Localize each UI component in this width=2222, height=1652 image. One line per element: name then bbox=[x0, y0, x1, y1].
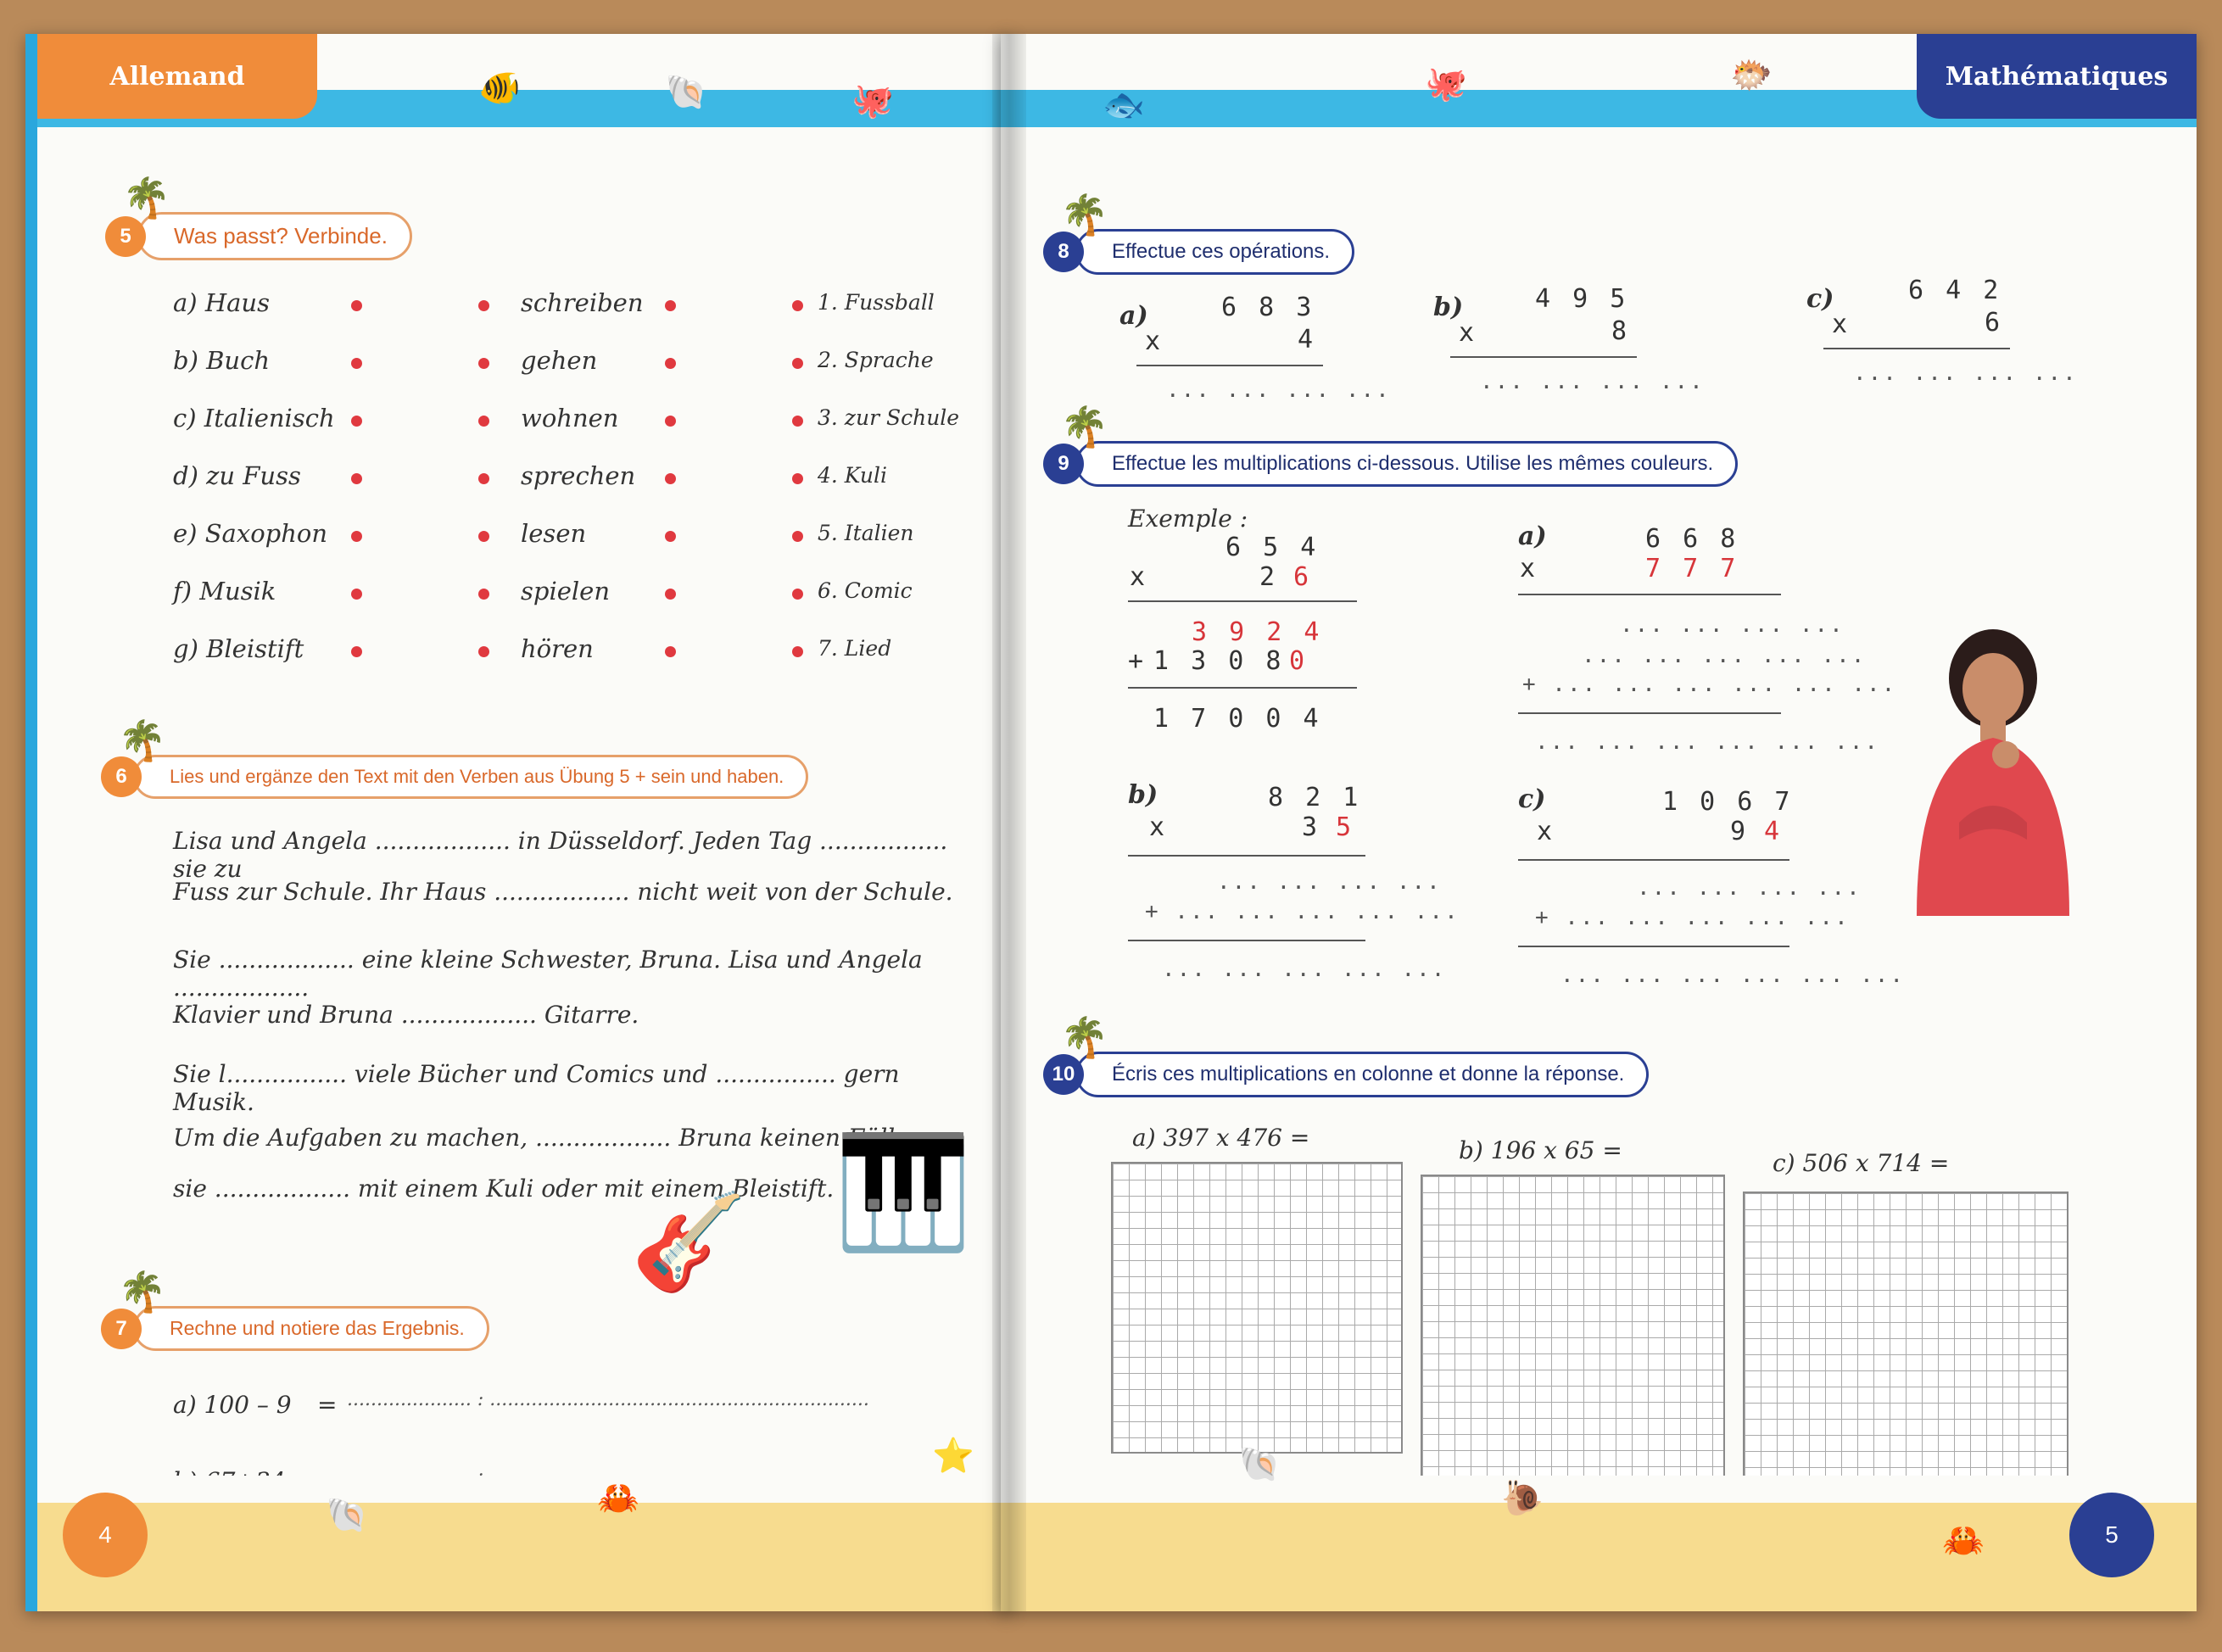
exercise-9-header bbox=[1043, 405, 1738, 487]
match-dot[interactable] bbox=[351, 473, 362, 484]
op-label: b) bbox=[1433, 293, 1464, 322]
page-number: 4 bbox=[63, 1493, 148, 1577]
exercise-title: Effectue ces opérations. bbox=[1075, 229, 1354, 275]
match-right-item: 4. Kuli bbox=[818, 463, 888, 488]
fill-in-line[interactable]: Klavier und Bruna .................. Gitarre. bbox=[173, 1001, 639, 1029]
sum-rule bbox=[1128, 687, 1357, 689]
match-right-item: 3. zur Schule bbox=[818, 405, 960, 430]
blank-line[interactable]: + ... ... ... ... ... bbox=[1145, 899, 1460, 924]
exercise-7-header bbox=[101, 1270, 489, 1351]
fill-in-line[interactable]: sie .................. mit einem Kuli oder mit einem Bleistift. bbox=[173, 1175, 835, 1203]
piano-icon: 🎹 bbox=[835, 1130, 972, 1254]
sum-rule bbox=[1128, 855, 1365, 857]
match-dot[interactable] bbox=[478, 646, 489, 657]
op-bottom-digit: 9 bbox=[1730, 817, 1750, 846]
match-dot[interactable] bbox=[665, 358, 676, 369]
equals-sign: = bbox=[317, 1391, 338, 1419]
match-dot[interactable] bbox=[478, 300, 489, 311]
op-bottom: 8 bbox=[1611, 316, 1631, 346]
subject-tab-allemand: Allemand bbox=[37, 34, 317, 119]
match-dot[interactable] bbox=[351, 416, 362, 427]
op-bottom-red-digit: 5 bbox=[1336, 812, 1355, 842]
palm-tree-icon: 🌴 bbox=[118, 718, 167, 762]
match-left-word: b) Buch bbox=[173, 346, 271, 375]
exercise-6-header bbox=[101, 718, 808, 799]
ex10-c-label: c) 506 x 714 = bbox=[1773, 1149, 1950, 1177]
blank-line[interactable]: ... ... ... ... ... ... bbox=[1535, 729, 1880, 755]
match-verb: spielen bbox=[521, 577, 610, 606]
exercise-title: Rechne und notiere das Ergebnis. bbox=[133, 1306, 489, 1351]
exercise-number: 6 bbox=[101, 756, 142, 797]
exercise-number: 8 bbox=[1043, 232, 1084, 272]
match-dot[interactable] bbox=[792, 473, 803, 484]
blank-line[interactable]: ... ... ... ... bbox=[1166, 377, 1391, 403]
shell-icon: 🐚 bbox=[1238, 1446, 1281, 1483]
op-label: a) bbox=[1119, 301, 1148, 331]
match-dot[interactable] bbox=[478, 589, 489, 600]
girl-thinking-illustration bbox=[1900, 628, 2086, 916]
fill-in-line[interactable]: Um die Aufgaben zu machen, .................. Bruna keinen Füller; bbox=[173, 1124, 929, 1152]
match-dot[interactable] bbox=[792, 646, 803, 657]
fill-in-line[interactable]: Sie .................. eine kleine Schwester, Bruna. Lisa und Angela .................. bbox=[173, 946, 923, 1002]
match-verb: gehen bbox=[521, 346, 598, 375]
blank-line[interactable]: ... ... ... ... bbox=[1637, 875, 1862, 901]
example-partial-2: 1 3 0 8 bbox=[1153, 646, 1285, 676]
sand-band bbox=[1001, 1476, 2197, 1611]
match-right-item: 5. Italien bbox=[818, 521, 914, 545]
palm-tree-icon: 🌴 bbox=[122, 176, 171, 220]
exercise-5-header bbox=[105, 176, 412, 260]
match-verb: hören bbox=[521, 634, 594, 663]
match-left-word: a) Haus bbox=[173, 288, 270, 317]
op-sign: x bbox=[1520, 554, 1539, 583]
match-dot[interactable] bbox=[792, 358, 803, 369]
fill-in-line[interactable]: Lisa und Angela .................. in Düsseldorf. Jeden Tag ................. sie zu bbox=[173, 827, 948, 883]
subject-tab-mathematiques: Mathématiques bbox=[1917, 34, 2197, 119]
right-page bbox=[1001, 34, 2197, 1611]
exercise-title: Lies und ergänze den Text mit den Verben aus Übung 5 + sein und haben. bbox=[133, 755, 808, 799]
match-right-item: 2. Sprache bbox=[818, 348, 934, 372]
octopus-icon: 🐙 bbox=[1425, 65, 1467, 103]
crab-icon: 🦀 bbox=[597, 1480, 639, 1517]
starfish-icon: ⭐ bbox=[932, 1437, 974, 1475]
calc-a: a) 100 – 9 bbox=[173, 1391, 292, 1419]
example-total: 1 7 0 0 4 bbox=[1153, 704, 1322, 734]
match-dot[interactable] bbox=[351, 358, 362, 369]
book-spine bbox=[992, 34, 1026, 1611]
sum-rule bbox=[1128, 600, 1357, 602]
match-dot[interactable] bbox=[478, 358, 489, 369]
sum-rule bbox=[1518, 712, 1781, 714]
op-top: 8 2 1 bbox=[1268, 783, 1362, 812]
match-right-item: 6. Comic bbox=[818, 578, 913, 603]
ex10-b-label: b) 196 x 65 = bbox=[1459, 1136, 1622, 1164]
op-top: 6 8 3 bbox=[1221, 293, 1315, 322]
op-label: a) bbox=[1518, 522, 1547, 551]
match-dot[interactable] bbox=[351, 646, 362, 657]
grid-b[interactable] bbox=[1421, 1175, 1725, 1487]
match-left-word: g) Bleistift bbox=[173, 634, 304, 663]
op-top: 6 4 2 bbox=[1908, 276, 2002, 305]
palm-tree-icon: 🌴 bbox=[1060, 1015, 1109, 1059]
match-dot[interactable] bbox=[665, 589, 676, 600]
example-bottom-digit: 2 bbox=[1259, 562, 1279, 592]
match-dot[interactable] bbox=[792, 300, 803, 311]
match-dot[interactable] bbox=[665, 646, 676, 657]
blank-line[interactable]: ... ... ... ... bbox=[1620, 612, 1845, 638]
seahorse-icon: 🐚 bbox=[665, 74, 707, 111]
sum-rule bbox=[1450, 356, 1637, 358]
jellyfish-icon: 🐙 bbox=[851, 82, 894, 120]
match-verb: schreiben bbox=[521, 288, 644, 317]
match-dot[interactable] bbox=[478, 473, 489, 484]
exercise-number: 7 bbox=[101, 1309, 142, 1349]
match-dot[interactable] bbox=[665, 531, 676, 542]
match-dot[interactable] bbox=[351, 531, 362, 542]
fill-in-line[interactable]: Sie l................ viele Bücher und Comics und ................ gern Musik. bbox=[173, 1060, 900, 1116]
op-sign: x bbox=[1145, 326, 1164, 356]
page-number: 5 bbox=[2069, 1493, 2154, 1577]
example-label: Exemple : bbox=[1128, 505, 1248, 533]
match-verb: lesen bbox=[521, 519, 587, 548]
blank-line[interactable]: ... ... ... ... ... bbox=[1162, 957, 1447, 982]
match-right-item: 1. Fussball bbox=[818, 290, 935, 315]
match-dot[interactable] bbox=[665, 300, 676, 311]
op-label: c) bbox=[1806, 284, 1834, 314]
fill-in-line[interactable]: Fuss zur Schule. Ihr Haus .................. nicht weit von der Schule. bbox=[173, 878, 953, 906]
example-top: 6 5 4 bbox=[1225, 533, 1320, 562]
blank-line[interactable]: ... ... ... ... bbox=[1480, 369, 1705, 394]
exercise-number: 5 bbox=[105, 216, 146, 257]
op-bottom-red-digit: 4 bbox=[1764, 817, 1784, 846]
op-top: 6 6 8 bbox=[1645, 524, 1739, 554]
op-bottom: 6 bbox=[1985, 308, 2004, 338]
left-page bbox=[25, 34, 1013, 1611]
pufferfish-icon: 🐡 bbox=[1730, 57, 1773, 94]
match-dot[interactable] bbox=[351, 589, 362, 600]
shell-icon: 🐚 bbox=[326, 1497, 368, 1534]
sum-rule bbox=[1823, 348, 2010, 349]
match-dot[interactable] bbox=[792, 531, 803, 542]
exercise-number: 10 bbox=[1043, 1054, 1084, 1095]
match-dot[interactable] bbox=[478, 416, 489, 427]
guitar-icon: 🎸 bbox=[631, 1190, 747, 1294]
match-dot[interactable] bbox=[665, 416, 676, 427]
blank-line[interactable]: ... ... ... ... ... ... bbox=[1560, 963, 1906, 988]
exercise-10-header bbox=[1043, 1015, 1649, 1097]
sum-rule bbox=[1518, 594, 1781, 595]
ex10-a-label: a) 397 x 476 = bbox=[1132, 1124, 1310, 1152]
blank-line[interactable]: ... ... ... ... ... bbox=[1582, 643, 1867, 668]
example-sign: x bbox=[1130, 562, 1149, 592]
match-left-word: e) Saxophon bbox=[173, 519, 328, 548]
fish-icon: 🐟 bbox=[1103, 87, 1145, 124]
answer-blank-a[interactable]: ..................... : ................................................................ bbox=[347, 1389, 869, 1410]
blank-line[interactable]: + ... ... ... ... ... ... bbox=[1522, 672, 1897, 697]
clownfish-icon: 🐠 bbox=[478, 70, 521, 107]
blank-line[interactable]: ... ... ... ... bbox=[1217, 869, 1442, 895]
crab-icon: 🦀 bbox=[1942, 1522, 1985, 1560]
sand-band bbox=[37, 1476, 1013, 1611]
op-label: c) bbox=[1518, 784, 1546, 814]
exercise-title: Was passt? Verbinde. bbox=[137, 212, 412, 260]
op-bottom-digit: 3 bbox=[1302, 812, 1321, 842]
sum-rule bbox=[1128, 940, 1365, 941]
match-left-word: f) Musik bbox=[173, 577, 276, 606]
match-dot[interactable] bbox=[351, 300, 362, 311]
palm-tree-icon: 🌴 bbox=[1060, 193, 1109, 237]
match-right-item: 7. Lied bbox=[818, 636, 892, 661]
op-sign: x bbox=[1149, 812, 1169, 842]
example-plus: + bbox=[1128, 646, 1147, 676]
blank-line[interactable]: + ... ... ... ... ... bbox=[1535, 905, 1850, 930]
op-sign: x bbox=[1832, 310, 1851, 339]
match-verb: wohnen bbox=[521, 404, 619, 433]
match-dot[interactable] bbox=[665, 473, 676, 484]
match-dot[interactable] bbox=[792, 589, 803, 600]
op-bottom: 7 7 7 bbox=[1645, 554, 1739, 583]
example-bottom-red-digit: 6 bbox=[1293, 562, 1313, 592]
op-top: 4 9 5 bbox=[1535, 284, 1629, 314]
palm-tree-icon: 🌴 bbox=[1060, 405, 1109, 449]
match-verb: sprechen bbox=[521, 461, 636, 490]
exercise-title: Effectue les multiplications ci-dessous. Utilise les mêmes couleurs. bbox=[1075, 441, 1738, 487]
example-partial-2-zero: 0 bbox=[1289, 646, 1309, 676]
blank-line[interactable]: ... ... ... ... bbox=[1853, 360, 2078, 386]
palm-tree-icon: 🌴 bbox=[118, 1270, 167, 1314]
match-left-word: c) Italienisch bbox=[173, 404, 335, 433]
example-partial-1: 3 9 2 4 bbox=[1192, 617, 1323, 647]
open-workbook bbox=[25, 34, 2214, 1628]
sum-rule bbox=[1136, 365, 1323, 366]
op-label: b) bbox=[1128, 780, 1158, 810]
op-sign: x bbox=[1537, 817, 1556, 846]
grid-a[interactable] bbox=[1111, 1162, 1403, 1454]
sum-rule bbox=[1518, 946, 1789, 947]
match-left-word: d) zu Fuss bbox=[173, 461, 301, 490]
op-top: 1 0 6 7 bbox=[1662, 787, 1794, 817]
grid-c[interactable] bbox=[1743, 1192, 2068, 1521]
match-dot[interactable] bbox=[792, 416, 803, 427]
match-dot[interactable] bbox=[478, 531, 489, 542]
exercise-8-header bbox=[1043, 193, 1354, 275]
op-sign: x bbox=[1459, 318, 1478, 348]
sum-rule bbox=[1518, 859, 1789, 861]
snail-shell-icon: 🐌 bbox=[1501, 1480, 1544, 1517]
op-bottom: 4 bbox=[1298, 325, 1317, 354]
exercise-title: Écris ces multiplications en colonne et donne la réponse. bbox=[1075, 1052, 1649, 1097]
exercise-number: 9 bbox=[1043, 444, 1084, 484]
